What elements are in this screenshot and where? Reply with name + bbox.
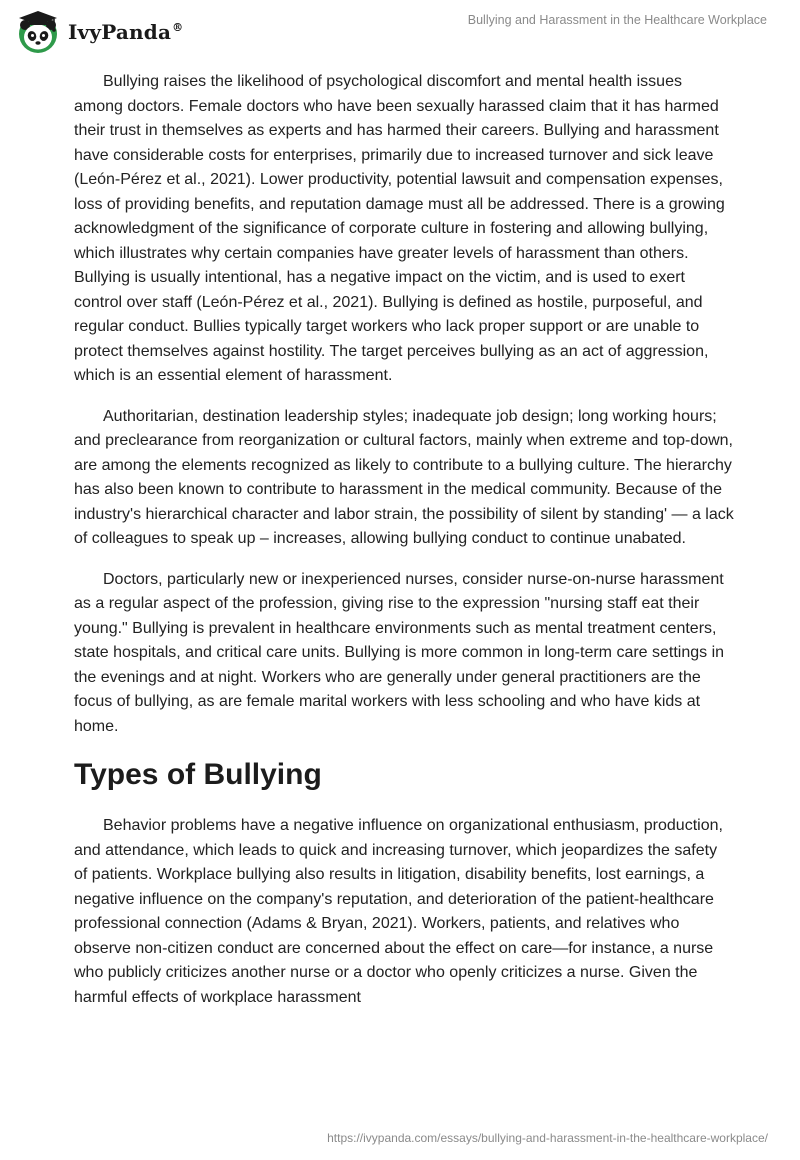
section-heading: Types of Bullying <box>74 758 322 791</box>
essay-content <box>74 70 734 1026</box>
logo-text: IvyPanda <box>68 20 172 44</box>
source-url[interactable]: https://ivypanda.com/essays/bullying-and-harassment-in-the-healthcare-workplace/ <box>327 1131 768 1145</box>
document-title: Bullying and Harassment in the Healthcare Workplace <box>467 13 767 27</box>
paragraph: Authoritarian, destination leadership styles; inadequate job design; long working hours; and preclearance from reorganization or cultural factors, mainly when extreme and top-down, are among the elements recognized as likely to contribute to a bullying culture. The hierarchy has also been known to contribute to harassment in the medical community. Because of the industry's hierarchical character and labor strain, the possibility of silent by standing' — a lack of colleagues to speak up – increases, allowing bullying conduct to continue unabated. <box>74 407 734 547</box>
ivypanda-logo[interactable] <box>14 8 183 56</box>
panda-graduate-icon <box>14 8 62 56</box>
paragraph: Doctors, particularly new or inexperienced nurses, consider nurse-on-nurse harassment as a regular aspect of the profession, giving rise to the expression "nursing staff eat their young." Bullying is prevalent in healthcare environments such as mental treatment centers, state hospitals, and critical care units. Bullying is more common in long-term care settings in the evenings and at night. Workers who are generally under general practitioners are the focus of bullying, as are female marital workers with less schooling and who have kids at home. <box>74 570 725 735</box>
registered-mark: ® <box>172 21 184 35</box>
logo-wordmark <box>68 20 183 44</box>
paragraph: Behavior problems have a negative influence on organizational enthusiasm, production, and attendance, which leads to quick and increasing turnover, which jeopardizes the safety of patients. Workplace bullying also results in litigation, disability benefits, lost earnings, a negative influence on the company's reputation, and deterioration of the patient-healthcare professional connection (Adams & Bryan, 2021). Workers, patients, and relatives who observe non-citizen conduct are concerned about the effect on care—for instance, a nurse who publicly criticizes another nurse or a doctor who openly criticizes a nurse. Given the harmful effects of workplace harassment <box>74 817 723 1006</box>
paragraph: Bullying raises the likelihood of psychological discomfort and mental health issues among doctors. Female doctors who have been sexually harassed claim that it has harmed their trust in themselves as experts and has harmed their careers. Bullying and harassment have considerable costs for enterprises, primarily due to increased turnover and sick leave (León-Pérez et al., 2021). Lower productivity, potential lawsuit and compensation expenses, loss of providing benefits, and reputation damage must all be addressed. There is a growing acknowledgment of the significance of corporate culture in fostering and allowing bullying, which illustrates why certain companies have greater levels of harassment than others. Bullying is usually intentional, has a negative impact on the victim, and is used to exert control over staff (León-Pérez et al., 2021). Bullying is defined as hostile, purposeful, and regular conduct. Bullies typically target workers who lack proper support or are unable to protect themselves against hostility. The target perceives bullying as an act of aggression, which is an essential element of harassment. <box>74 73 725 384</box>
page-header <box>0 0 800 60</box>
